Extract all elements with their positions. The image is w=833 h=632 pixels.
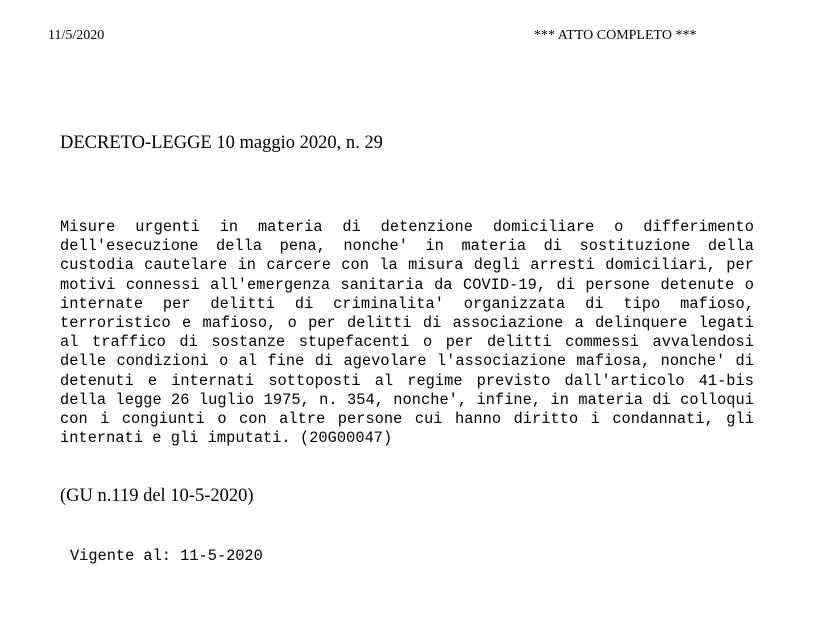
document-summary: Misure urgenti in materia di detenzione domiciliare o differimento dell'esecuzione della pena, nonche' in materia di sostituzione della custodia cautelare in carcere con la misura degli arresti domiciliari, per motivi connessi all'emergenza sanitaria da COVID-19, di persone detenute o internate per delitti di criminalita' organizzata di tipo mafioso, terroristico e mafioso, o per delitti di associazione a delinquere legati al traffico di sostanze stupefacenti o per delitti commessi avvalendosi delle condizioni o al fine di agevolare l'associazione mafiosa, nonche' di detenuti e internati sottoposti al regime previsto dall'articolo 41-bis della legge 26 luglio 1975, n. 354, nonche', infine, in materia di colloqui con i congiunti o con altre persone cui hanno diritto i condannati, gli internati e gli imputati. (20G00047)	[60, 218, 754, 448]
vigente-label: Vigente al:	[70, 547, 171, 565]
vigente-line	[70, 547, 263, 566]
gazette-reference: (GU n.119 del 10-5-2020)	[60, 486, 254, 506]
document-title: DECRETO-LEGGE 10 maggio 2020, n. 29	[60, 133, 383, 153]
vigente-date: 11-5-2020	[180, 547, 263, 565]
act-status-label: *** ATTO COMPLETO ***	[534, 28, 697, 43]
header-date: 11/5/2020	[48, 28, 105, 43]
